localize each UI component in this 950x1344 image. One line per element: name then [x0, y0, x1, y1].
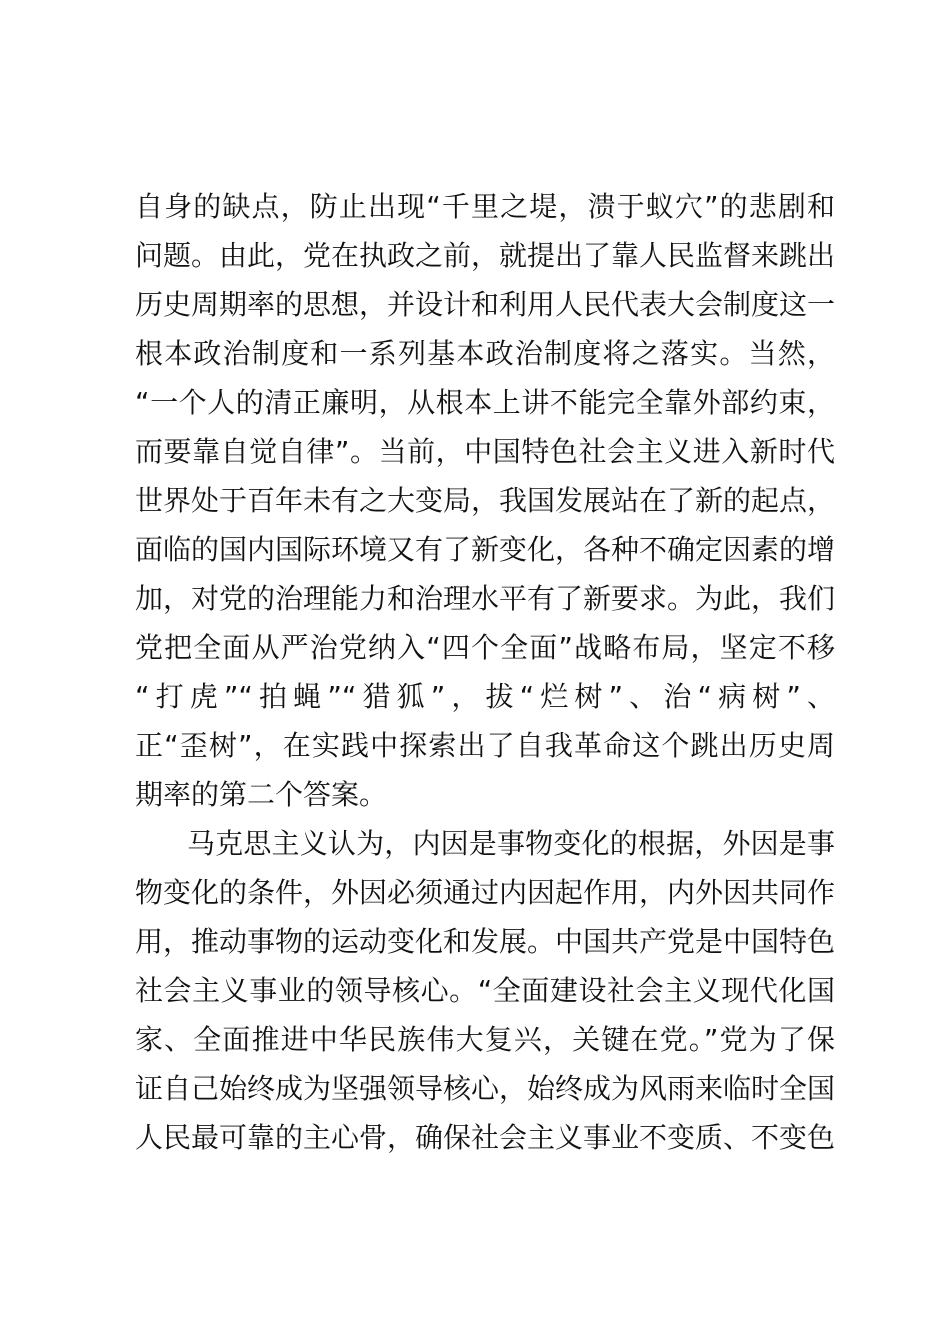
- body-text: [135, 182, 835, 1162]
- text-line: 面临的国内国际环境又有了新变化，各种不确定因素的增: [135, 533, 836, 566]
- text-line: 正“歪树”，在实践中探索出了自我革命这个跳出历史周: [135, 729, 835, 762]
- text-line: 社会主义事业的领导核心。“全面建设社会主义现代化国: [135, 974, 835, 1007]
- text-line: 物变化的条件，外因必须通过内因起作用，内外因共同作: [135, 876, 836, 909]
- text-line: 历史周期率的思想，并设计和利用人民代表大会制度这一: [135, 288, 836, 321]
- text-line: 党把全面从严治党纳入“四个全面”战略布局，坚定不移: [135, 631, 835, 664]
- text-line: “打虎”“拍蝇”“猎狐”，拔“烂树”、治“病树”、: [135, 680, 835, 713]
- text-line: 加，对党的治理能力和治理水平有了新要求。为此，我们: [135, 582, 836, 615]
- text-line: 问题。由此，党在执政之前，就提出了靠人民监督来跳出: [135, 239, 836, 272]
- text-line: 根本政治制度和一系列基本政治制度将之落实。当然，: [135, 337, 835, 370]
- text-line: 马克思主义认为，内因是事物变化的根据，外因是事: [187, 827, 835, 860]
- text-line: 用，推动事物的运动变化和发展。中国共产党是中国特色: [135, 925, 836, 958]
- text-line: 期率的第二个答案。: [135, 778, 388, 811]
- text-line: 自身的缺点，防止出现“千里之堤，溃于蚁穴”的悲剧和: [135, 190, 835, 223]
- text-line: 而要靠自觉自律”。当前，中国特色社会主义进入新时代: [135, 435, 835, 468]
- text-line: 证自己始终成为坚强领导核心，始终成为风雨来临时全国: [135, 1072, 836, 1105]
- paragraph-1: [135, 182, 835, 819]
- text-line: “一个人的清正廉明，从根本上讲不能完全靠外部约束，: [135, 386, 835, 419]
- text-line: 世界处于百年未有之大变局，我国发展站在了新的起点，: [135, 484, 836, 517]
- text-line: 家、全面推进中华民族伟大复兴，关键在党。”党为了保: [135, 1023, 835, 1056]
- text-line: 人民最可靠的主心骨，确保社会主义事业不变质、不变色: [135, 1121, 836, 1154]
- paragraph-2: [135, 819, 835, 1162]
